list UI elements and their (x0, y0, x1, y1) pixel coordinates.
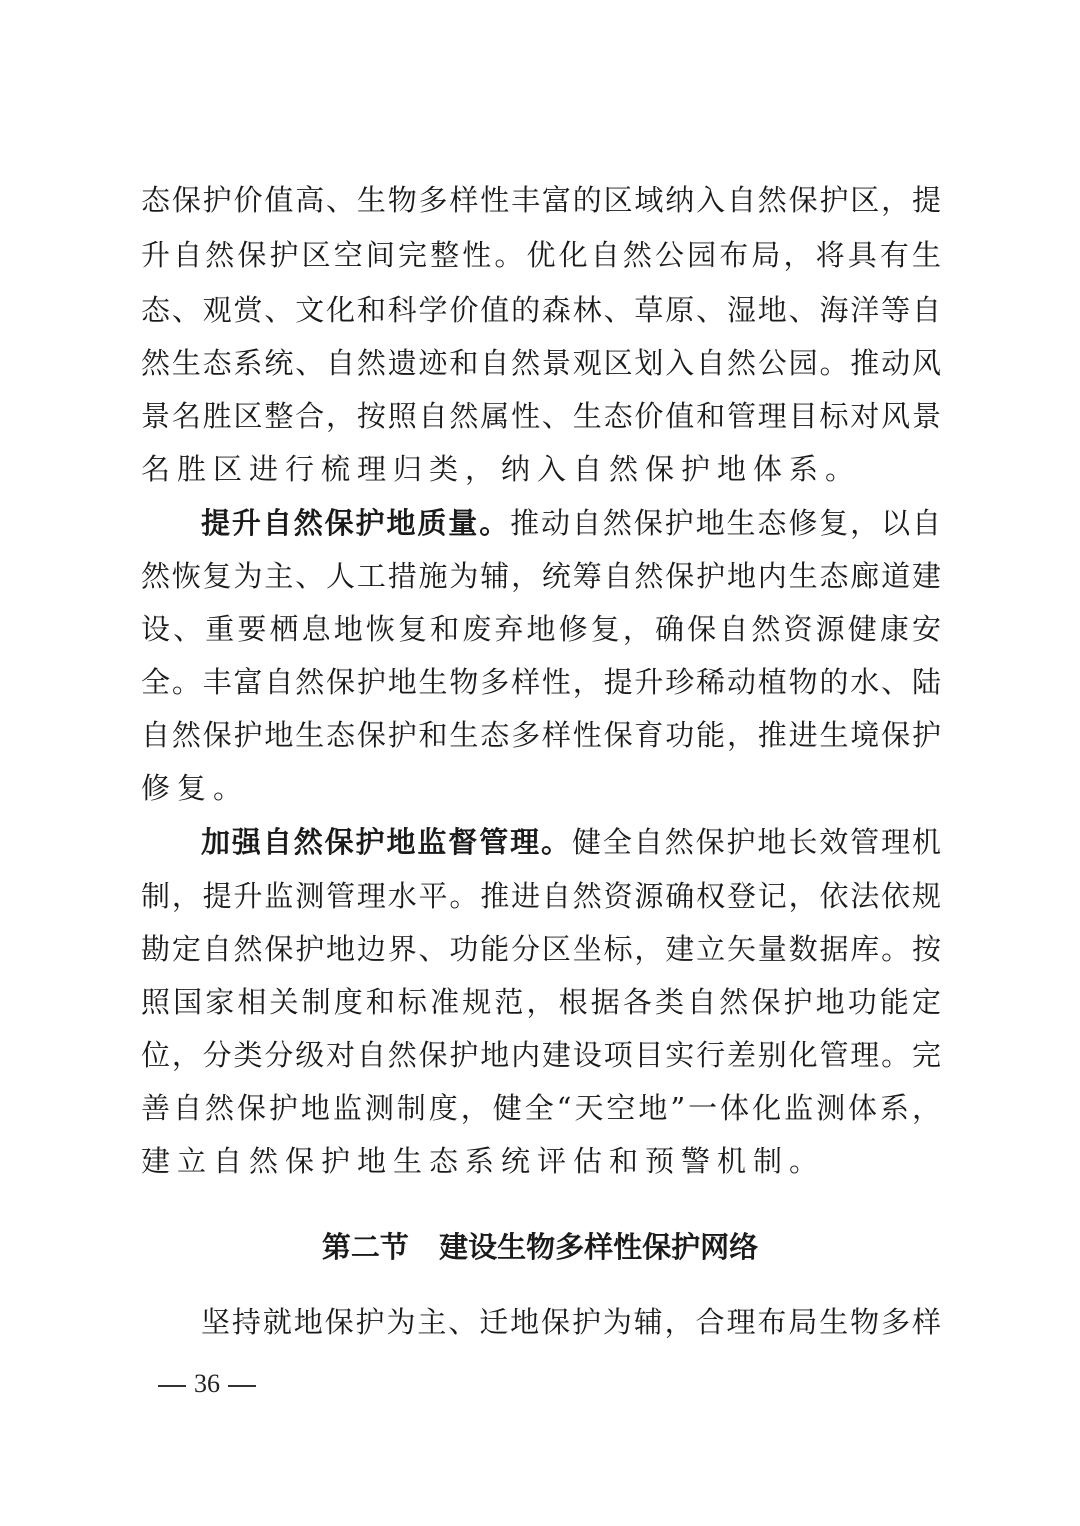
paragraph-1-line-5: 景名胜区整合，按照自然属性、生态价值和管理目标对风景 (141, 399, 941, 433)
paragraph-3-first-line-rest: 健全自然保护地长效管理机 (571, 825, 941, 859)
paragraph-3-line-7: 建立自然保护地生态系统评估和预警机制。 (141, 1144, 826, 1178)
page-number (150, 1366, 264, 1402)
section-title: 建设生物多样性保护网络 (439, 1230, 759, 1264)
paragraph-1-line-3: 态、观赏、文化和科学价值的森林、草原、湿地、海洋等自 (141, 293, 941, 327)
paragraph-2-line-4: 全。丰富自然保护地生物多样性，提升珍稀动植物的水、陆 (141, 665, 941, 699)
page-number-right-dash (228, 1385, 256, 1387)
paragraph-3-line-2: 制，提升监测管理水平。推进自然资源确权登记，依法依规 (141, 879, 941, 913)
paragraph-1-line-6: 名胜区进行梳理归类，纳入自然保护地体系。 (141, 452, 862, 486)
paragraph-1-line-1: 态保护价值高、生物多样性丰富的区域纳入自然保护区，提 (141, 183, 941, 217)
paragraph-4-line-1: 坚持就地保护为主、迁地保护为辅，合理布局生物多样 (201, 1305, 941, 1339)
paragraph-1-line-4: 然生态系统、自然遗迹和自然景观区划入自然公园。推动风 (141, 346, 941, 380)
paragraph-2-line-6: 修复。 (141, 771, 250, 805)
paragraph-1-line-2: 升自然保护区空间完整性。优化自然公园布局，将具有生 (141, 238, 941, 272)
paragraph-2-line-3: 设、重要栖息地恢复和废弃地修复，确保自然资源健康安 (141, 612, 941, 646)
paragraph-3-line-6: 善自然保护地监测制度，健全“天空地”一体化监测体系， (141, 1091, 941, 1125)
paragraph-3-line-5: 位，分类分级对自然保护地内建设项目实行差别化管理。完 (141, 1038, 941, 1072)
section-number: 第二节 (321, 1230, 409, 1264)
paragraph-3-line-4: 照国家相关制度和标准规范，根据各类自然保护地功能定 (141, 985, 941, 1019)
paragraph-2-line-5: 自然保护地生态保护和生态多样性保育功能，推进生境保护 (141, 718, 941, 752)
page-number-value: 36 (194, 1369, 220, 1398)
section-heading (0, 1226, 1080, 1268)
page-number-left-dash (158, 1385, 186, 1387)
paragraph-2-line-1 (201, 503, 941, 543)
paragraph-3-lead: 加强自然保护地监督管理。 (201, 825, 572, 859)
paragraph-2-first-line-rest: 推动自然保护地生态修复，以自 (510, 506, 941, 540)
paragraph-2-line-2: 然恢复为主、人工措施为辅，统筹自然保护地内生态廊道建 (141, 559, 941, 593)
paragraph-3-line-1 (201, 822, 941, 862)
paragraph-2-lead: 提升自然保护地质量。 (201, 506, 511, 540)
paragraph-3-line-3: 勘定自然保护地边界、功能分区坐标，建立矢量数据库。按 (141, 932, 941, 966)
